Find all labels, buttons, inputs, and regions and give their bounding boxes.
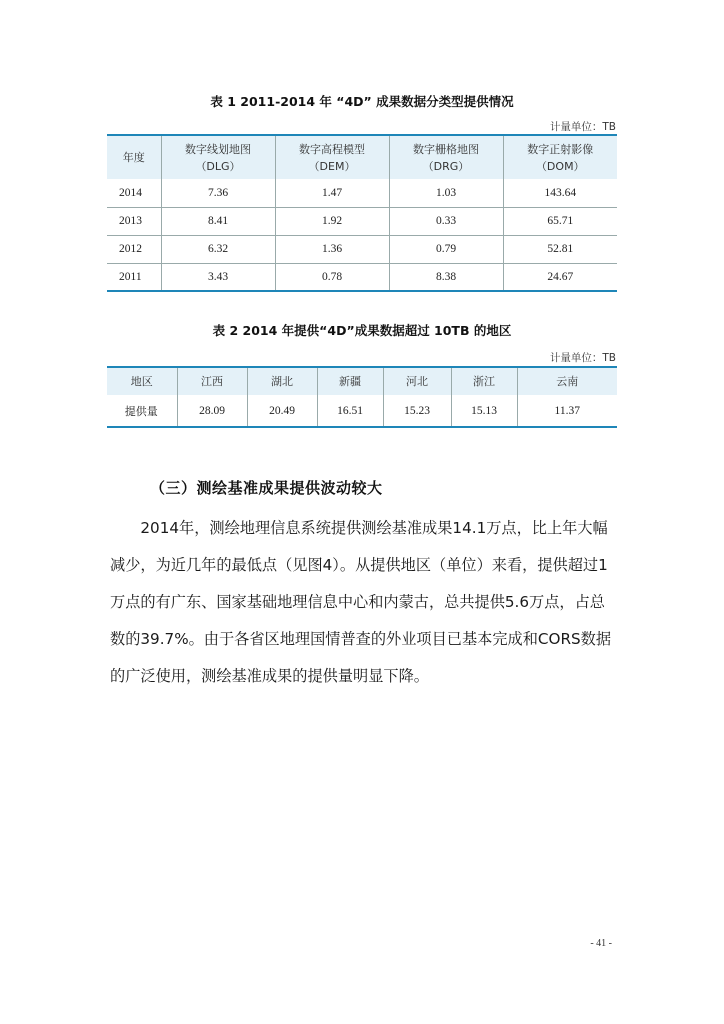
- table1-cell: 1.36: [275, 235, 389, 263]
- table2-header-cell: 河北: [383, 367, 451, 395]
- table-row: [107, 263, 617, 291]
- table1-cell: 143.64: [503, 179, 617, 207]
- table1-cell: 1.92: [275, 207, 389, 235]
- table2: [107, 366, 617, 428]
- table2-unit: 计量单位：TB: [549, 352, 616, 364]
- table2-caption: 表 2 2014 年提供“4D”成果数据超过 10TB 的地区: [212, 323, 512, 338]
- page-number: - 41 -: [590, 938, 612, 949]
- table1-cell: 0.33: [389, 207, 503, 235]
- table1-header-cell: 数字正射影像 （DOM）: [503, 135, 617, 179]
- table2-header-cell: 浙江: [451, 367, 517, 395]
- table1-header-cell: 数字高程模型 （DEM）: [275, 135, 389, 179]
- table1-header-cell: 数字栅格地图 （DRG）: [389, 135, 503, 179]
- table1-cell: 2013: [107, 207, 161, 235]
- table1-cell: 6.32: [161, 235, 275, 263]
- table2-header-row: [107, 367, 617, 395]
- table1: [107, 134, 617, 292]
- table2-header-cell: 新疆: [317, 367, 383, 395]
- table-row: [107, 179, 617, 207]
- body-paragraph: [110, 510, 620, 695]
- table2-cell: 20.49: [247, 395, 317, 427]
- table1-caption: 表 1 2011-2014 年 “4D” 成果数据分类型提供情况: [210, 94, 514, 109]
- table2-cell: 16.51: [317, 395, 383, 427]
- table1-cell: 7.36: [161, 179, 275, 207]
- table1-header-cell: 数字线划地图 （DLG）: [161, 135, 275, 179]
- table2-cell: 15.13: [451, 395, 517, 427]
- table1-cell: 2011: [107, 263, 161, 291]
- table1-cell: 24.67: [547, 270, 574, 283]
- table2-cell: 提供量: [107, 395, 177, 427]
- table2-cell: 11.37: [554, 404, 580, 417]
- table-row: [107, 395, 617, 427]
- table1-cell: 0.78: [275, 263, 389, 291]
- table-row: [107, 207, 617, 235]
- paragraph-text: 2014年，测绘地理信息系统提供测绘基准成果14.1万点，比上年大幅减少，为近几年的最低点（见图4）。从提供地区（单位）来看，提供超过1万点的有广东、国家基础地理信息中心和内蒙古，总共提供5.6万点，占总数的39.7%。由于各省区地理国情普查的外业项目已基本完成和CORS数据的广泛使用，测绘基准成果的提供量明显下降。: [110, 519, 612, 685]
- table1-cell: 0.79: [389, 235, 503, 263]
- table1-cell: 1.03: [389, 179, 503, 207]
- table1-cell: 2014: [107, 179, 161, 207]
- table2-header-cell: 江西: [177, 367, 247, 395]
- table2-cell: 15.23: [383, 395, 451, 427]
- table1-cell: 1.47: [275, 179, 389, 207]
- table1-cell: 2012: [107, 235, 161, 263]
- section-heading: （三）测绘基准成果提供波动较大: [150, 479, 383, 497]
- table2-header-cell: 湖北: [247, 367, 317, 395]
- table2-header-cell: 地区: [107, 367, 177, 395]
- table2-header-cell: 云南: [517, 367, 617, 395]
- table1-cell: 3.43: [161, 263, 275, 291]
- table1-cell: 52.81: [503, 235, 617, 263]
- table1-cell: 8.41: [161, 207, 275, 235]
- table1-cell: 8.38: [389, 263, 503, 291]
- table1-header-row: [107, 135, 617, 179]
- table2-cell: 28.09: [177, 395, 247, 427]
- table1-cell: 65.71: [503, 207, 617, 235]
- table1-unit: 计量单位：TB: [549, 121, 616, 133]
- table-row: [107, 235, 617, 263]
- table1-header-cell: 年度: [107, 135, 161, 179]
